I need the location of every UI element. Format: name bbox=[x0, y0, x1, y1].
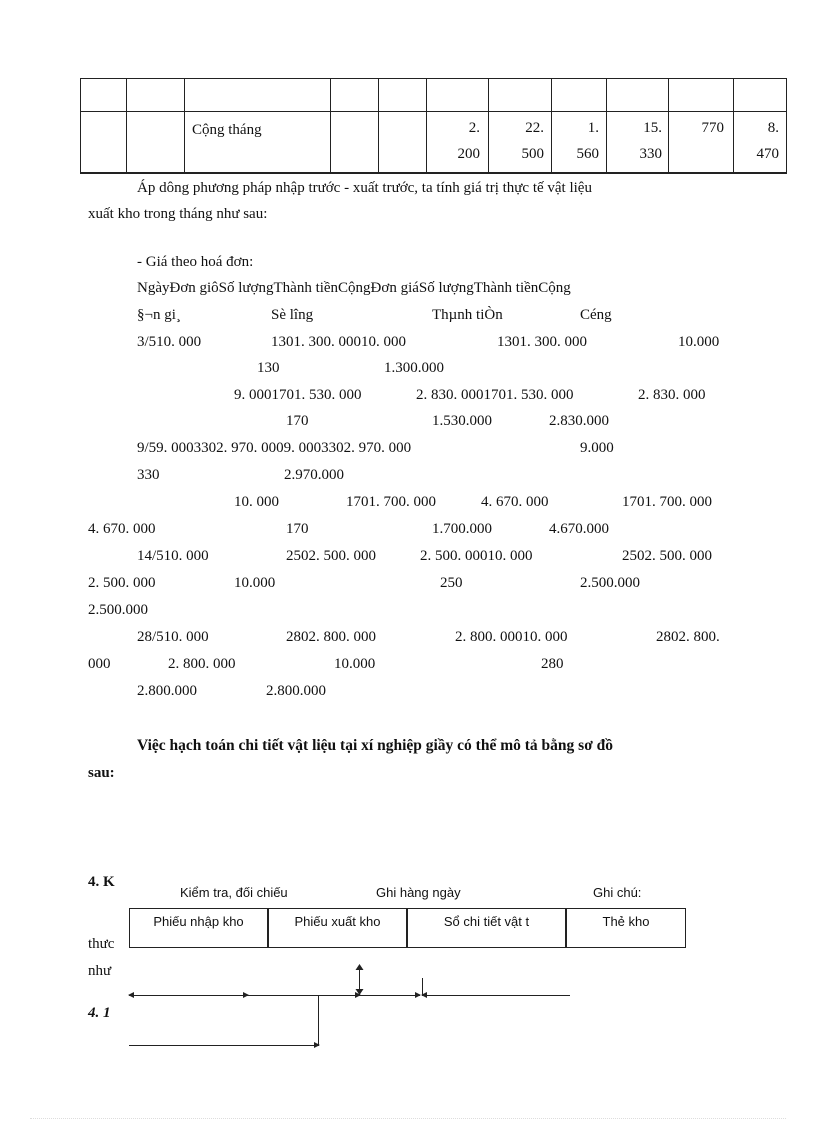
invoice-value: 2.970.000 bbox=[284, 467, 344, 483]
invoice-value: 250 bbox=[440, 575, 463, 591]
updown-arrow-heads bbox=[354, 964, 365, 1000]
table-cell: 470 bbox=[756, 146, 779, 162]
table-cell: 770 bbox=[701, 120, 724, 136]
left-arrow bbox=[422, 995, 570, 996]
bold-para-line: sau: bbox=[88, 765, 115, 781]
table-bottom-border bbox=[80, 172, 787, 174]
invoice-value: 2. 830. 000 bbox=[638, 387, 706, 403]
invoice-value: 170 bbox=[286, 413, 309, 429]
invoice-value: 170 bbox=[286, 521, 309, 537]
table-cell: 330 bbox=[639, 146, 662, 162]
invoice-value: 2. 800. 00010. 000 bbox=[455, 629, 568, 645]
box-the-kho bbox=[566, 908, 686, 948]
invoice-value: 280 bbox=[541, 656, 564, 672]
section-fragment: 4. 1 bbox=[88, 1005, 111, 1021]
invoice-value: 2.800.000 bbox=[137, 683, 197, 699]
left-arrow bbox=[129, 995, 186, 996]
invoice-value: 2.830.000 bbox=[549, 413, 609, 429]
invoice-value: 4. 670. 000 bbox=[88, 521, 156, 537]
invoice-value: 4. 670. 000 bbox=[481, 494, 549, 510]
invoice-value: 2502. 500. 000 bbox=[286, 548, 376, 564]
invoice-value: 10.000 bbox=[234, 575, 276, 591]
page-edge bbox=[30, 1118, 786, 1119]
connector-line bbox=[422, 978, 423, 996]
invoice-value: 2802. 800. bbox=[656, 629, 720, 645]
table-col-line bbox=[80, 78, 81, 173]
garbled-header: Sè lîng bbox=[271, 307, 314, 323]
section-fragment: thưc bbox=[88, 936, 115, 952]
invoice-value: 1.530.000 bbox=[432, 413, 492, 429]
invoice-value: 2502. 500. 000 bbox=[622, 548, 712, 564]
table-cell: 1. bbox=[587, 120, 599, 136]
table-row-divider bbox=[80, 111, 787, 112]
invoice-value: 000 bbox=[88, 656, 111, 672]
legend-label: Ghi hàng ngày bbox=[376, 885, 461, 900]
bold-para-line: Việc hạch toán chi tiết vật liệu tại xí nghiệp giầy có thể mô tả bằng sơ đồ bbox=[137, 737, 614, 754]
table-cell: 200 bbox=[457, 146, 480, 162]
box-label: Phiếu xuất kho bbox=[294, 914, 381, 929]
invoice-value: 2. 500. 000 bbox=[88, 575, 156, 591]
table-col-line bbox=[330, 78, 331, 173]
invoice-value: 4.670.000 bbox=[549, 521, 609, 537]
section-fragment: như bbox=[88, 963, 112, 979]
garbled-header: Céng bbox=[580, 307, 612, 323]
box-label: Sổ chi tiết vật t bbox=[443, 914, 530, 929]
table-top-border bbox=[80, 78, 787, 79]
table-col-line bbox=[786, 78, 787, 173]
table-cell: 500 bbox=[521, 146, 544, 162]
invoice-value: 3/510. 000 bbox=[137, 334, 202, 350]
invoice-value: 2.800.000 bbox=[266, 683, 326, 699]
invoice-value: 10.000 bbox=[678, 334, 720, 350]
invoice-value: 1301. 300. 00010. 000 bbox=[271, 334, 406, 350]
table-cell: 560 bbox=[576, 146, 599, 162]
section-fragment: 4. K bbox=[88, 874, 115, 890]
table-cell: 22. bbox=[525, 120, 544, 136]
right-arrow bbox=[248, 995, 360, 996]
table-cell: 8. bbox=[767, 120, 779, 136]
table-col-line bbox=[126, 78, 127, 173]
intro-line: xuất kho trong tháng như sau: bbox=[88, 206, 268, 222]
table-row-label: Cộng tháng bbox=[192, 122, 262, 138]
invoice-value: 9/59. 0003302. 970. 0009. 0003302. 970. 000 bbox=[137, 440, 412, 456]
invoice-value: 9. 0001701. 530. 000 bbox=[234, 387, 362, 403]
table-col-line bbox=[378, 78, 379, 173]
invoice-value: 2. 500. 00010. 000 bbox=[420, 548, 533, 564]
invoice-value: 1701. 700. 000 bbox=[346, 494, 436, 510]
invoice-value: 2. 800. 000 bbox=[168, 656, 236, 672]
right-arrow bbox=[360, 995, 420, 996]
invoice-value: 2802. 800. 000 bbox=[286, 629, 376, 645]
box-phieu-nhap-kho bbox=[129, 908, 268, 948]
box-so-chi-tiet bbox=[407, 908, 566, 948]
invoice-heading: - Giá theo hoá đơn: bbox=[137, 254, 254, 270]
legend-label: Ghi chú: bbox=[593, 885, 642, 900]
box-label: Phiếu nhập kho bbox=[153, 914, 244, 929]
right-arrow bbox=[186, 995, 248, 996]
invoice-value: 1301. 300. 000 bbox=[497, 334, 587, 350]
table-cell: 15. bbox=[643, 120, 662, 136]
invoice-value: 14/510. 000 bbox=[137, 548, 209, 564]
garbled-header: §¬n gi¸ bbox=[137, 307, 181, 323]
intro-line: Áp dông phương pháp nhập trước - xuất trước, ta tính giá trị thực tế vật liệu bbox=[137, 180, 592, 196]
invoice-value: 2.500.000 bbox=[580, 575, 640, 591]
invoice-value: 2. 830. 0001701. 530. 000 bbox=[416, 387, 574, 403]
invoice-value: 10. 000 bbox=[234, 494, 279, 510]
invoice-value: 9.000 bbox=[580, 440, 614, 456]
invoice-value: 1701. 700. 000 bbox=[622, 494, 712, 510]
table-col-line bbox=[184, 78, 185, 173]
box-phieu-xuat-kho bbox=[268, 908, 407, 948]
right-arrow bbox=[129, 1045, 319, 1046]
invoice-value: 1.700.000 bbox=[432, 521, 492, 537]
connector-line bbox=[318, 995, 319, 1045]
invoice-value: 130 bbox=[257, 360, 280, 376]
box-label: Thẻ kho bbox=[602, 914, 650, 929]
invoice-value: 10.000 bbox=[334, 656, 376, 672]
legend-label: Kiểm tra, đối chiếu bbox=[180, 885, 288, 900]
invoice-value: 28/510. 000 bbox=[137, 629, 209, 645]
garbled-header: Thµnh tiÒn bbox=[432, 307, 503, 323]
invoice-value: 2.500.000 bbox=[88, 602, 148, 618]
table-cell: 2. bbox=[468, 120, 480, 136]
invoice-value: 1.300.000 bbox=[384, 360, 444, 376]
invoice-header-line: NgàyĐơn giôSố lượngThành tiềnCộngĐơn giáSố lượngThành tiềnCộng bbox=[137, 280, 571, 296]
invoice-value: 330 bbox=[137, 467, 160, 483]
